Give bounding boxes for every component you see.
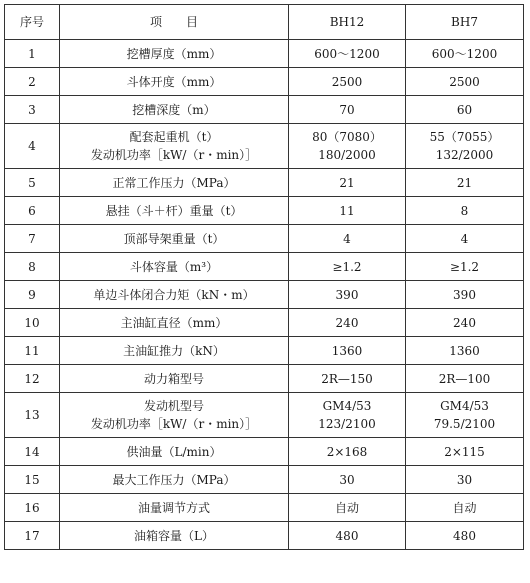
cell-bh12-line: 240 [335, 315, 359, 330]
cell-item-line: 正常工作压力（MPa） [112, 175, 236, 190]
table-body [5, 40, 524, 550]
cell-item [60, 309, 289, 337]
cell-bh12 [289, 494, 406, 522]
cell-no: 3 [5, 96, 60, 124]
cell-item [60, 438, 289, 466]
cell-bh12-line: 480 [335, 528, 359, 543]
cell-item-line: 供油量（L/min） [126, 444, 222, 459]
cell-item [60, 169, 289, 197]
cell-bh12-line: 390 [335, 287, 359, 302]
cell-bh7-line: 60 [456, 102, 473, 117]
cell-item [60, 197, 289, 225]
cell-bh7 [406, 197, 524, 225]
cell-bh12-line: 1360 [331, 343, 363, 358]
cell-bh7-line: 30 [456, 472, 473, 487]
table-row [5, 522, 524, 550]
cell-item [60, 68, 289, 96]
table-row [5, 253, 524, 281]
cell-bh12-line: 2×168 [326, 444, 368, 459]
header-bh12: BH12 [289, 5, 406, 40]
table-row [5, 68, 524, 96]
cell-bh12 [289, 225, 406, 253]
cell-bh7-line: 自动 [452, 500, 477, 515]
cell-bh12 [289, 96, 406, 124]
cell-bh7-line: 2R—100 [438, 371, 491, 386]
cell-item-line: 斗体开度（mm） [126, 74, 222, 89]
cell-item [60, 96, 289, 124]
spec-table-container [4, 4, 524, 550]
cell-bh7 [406, 253, 524, 281]
cell-bh12-line: GM4/53 [322, 399, 372, 413]
table-row [5, 40, 524, 68]
cell-no: 1 [5, 40, 60, 68]
cell-bh7 [406, 438, 524, 466]
cell-item [60, 337, 289, 365]
cell-bh12 [289, 197, 406, 225]
cell-item [60, 393, 289, 438]
cell-item-line: 发动机功率［kW/（r・min）］ [90, 148, 258, 162]
cell-bh12-line: 11 [339, 203, 355, 218]
table-row [5, 197, 524, 225]
cell-item-line: 挖槽厚度（mm） [126, 46, 222, 61]
header-item: 项 目 [60, 5, 289, 40]
table-row [5, 337, 524, 365]
table-header-row [5, 5, 524, 40]
cell-item [60, 40, 289, 68]
cell-bh7 [406, 393, 524, 438]
cell-item-line: 主油缸推力（kN） [123, 343, 225, 358]
cell-bh12-line: 4 [343, 231, 351, 246]
cell-item [60, 225, 289, 253]
cell-item-line: 动力箱型号 [143, 371, 204, 386]
cell-item-line: 发动机型号 [143, 399, 204, 413]
cell-bh7-line: 240 [453, 315, 476, 330]
table-row [5, 225, 524, 253]
cell-bh7-line: 390 [453, 287, 476, 302]
cell-bh12 [289, 309, 406, 337]
cell-bh7-line: 21 [456, 175, 473, 190]
cell-item-line: 最大工作压力（MPa） [112, 472, 236, 487]
cell-bh7 [406, 337, 524, 365]
cell-bh7 [406, 522, 524, 550]
cell-no: 5 [5, 169, 60, 197]
cell-bh7-line: 4 [460, 231, 469, 246]
cell-item [60, 494, 289, 522]
cell-bh12-line: 2500 [331, 74, 363, 89]
cell-bh12 [289, 253, 406, 281]
cell-bh7 [406, 169, 524, 197]
cell-bh12 [289, 40, 406, 68]
table-row [5, 124, 524, 169]
cell-item-line: 单边斗体闭合力矩（kN・m） [93, 287, 255, 302]
cell-bh12 [289, 169, 406, 197]
cell-item [60, 124, 289, 169]
cell-bh12 [289, 393, 406, 438]
cell-no: 7 [5, 225, 60, 253]
cell-item [60, 466, 289, 494]
table-row [5, 494, 524, 522]
cell-bh12 [289, 365, 406, 393]
cell-bh7-line: 600～1200 [431, 46, 498, 61]
cell-bh12-line: 21 [339, 175, 355, 190]
cell-item-line: 发动机功率［kW/（r・min）］ [90, 417, 258, 431]
cell-bh12-line: 180/2000 [318, 148, 376, 162]
table-row [5, 309, 524, 337]
cell-bh12-line: ≥1.2 [332, 259, 362, 274]
cell-bh7-line: 480 [453, 528, 476, 543]
cell-bh7 [406, 309, 524, 337]
cell-item-line: 油量调节方式 [137, 500, 210, 515]
cell-bh12-line: 自动 [334, 500, 359, 515]
table-row [5, 393, 524, 438]
table-row [5, 281, 524, 309]
cell-bh7 [406, 365, 524, 393]
cell-item-line: 顶部导架重量（t） [123, 231, 225, 246]
cell-bh7 [406, 96, 524, 124]
cell-no: 8 [5, 253, 60, 281]
cell-bh7-line: GM4/53 [440, 399, 489, 413]
cell-bh12-line: 70 [339, 102, 355, 117]
cell-no: 15 [5, 466, 60, 494]
cell-item [60, 281, 289, 309]
cell-item [60, 253, 289, 281]
cell-bh12-line: 123/2100 [318, 417, 376, 431]
cell-bh7 [406, 466, 524, 494]
cell-no: 14 [5, 438, 60, 466]
cell-no: 6 [5, 197, 60, 225]
cell-bh7-line: ≥1.2 [449, 259, 480, 274]
cell-item [60, 365, 289, 393]
cell-bh7 [406, 494, 524, 522]
cell-bh12-line: 80（7080） [312, 130, 382, 144]
cell-bh7 [406, 281, 524, 309]
cell-item-line: 配套起重机（t） [129, 130, 219, 144]
cell-bh12 [289, 124, 406, 169]
table-row [5, 365, 524, 393]
cell-bh7-line: 79.5/2100 [433, 417, 496, 431]
cell-no: 13 [5, 393, 60, 438]
cell-no: 12 [5, 365, 60, 393]
cell-bh7 [406, 40, 524, 68]
cell-no: 17 [5, 522, 60, 550]
cell-bh12-line: 30 [339, 472, 355, 487]
cell-bh7-line: 1360 [449, 343, 480, 358]
cell-no: 2 [5, 68, 60, 96]
cell-bh7 [406, 225, 524, 253]
cell-bh12 [289, 438, 406, 466]
table-row [5, 169, 524, 197]
cell-no: 9 [5, 281, 60, 309]
cell-bh7-line: 132/2000 [435, 148, 494, 162]
cell-bh7 [406, 68, 524, 96]
cell-item [60, 522, 289, 550]
table-row [5, 466, 524, 494]
cell-bh7-line: 2×115 [444, 444, 485, 459]
cell-bh12 [289, 522, 406, 550]
table-row [5, 438, 524, 466]
cell-item-line: 斗体容量（m³） [129, 259, 219, 274]
cell-bh7-line: 55（7055） [429, 130, 500, 144]
cell-item-line: 挖槽深度（m） [132, 102, 216, 117]
cell-item-line: 油箱容量（L） [134, 528, 214, 543]
cell-item-line: 悬挂（斗＋杆）重量（t） [105, 203, 243, 218]
spec-table [4, 4, 524, 550]
cell-bh12 [289, 281, 406, 309]
cell-bh12 [289, 68, 406, 96]
cell-bh7-line: 8 [460, 203, 469, 218]
header-bh7: BH7 [406, 5, 524, 40]
cell-bh12 [289, 466, 406, 494]
cell-no: 16 [5, 494, 60, 522]
cell-bh12-line: 2R—150 [321, 371, 373, 386]
header-no: 序号 [5, 5, 60, 40]
cell-bh12-line: 600～1200 [314, 46, 380, 61]
table-row [5, 96, 524, 124]
cell-no: 4 [5, 124, 60, 169]
cell-no: 11 [5, 337, 60, 365]
cell-bh7 [406, 124, 524, 169]
cell-bh7-line: 2500 [449, 74, 480, 89]
cell-bh12 [289, 337, 406, 365]
cell-item-line: 主油缸直径（mm） [120, 315, 228, 330]
cell-no: 10 [5, 309, 60, 337]
